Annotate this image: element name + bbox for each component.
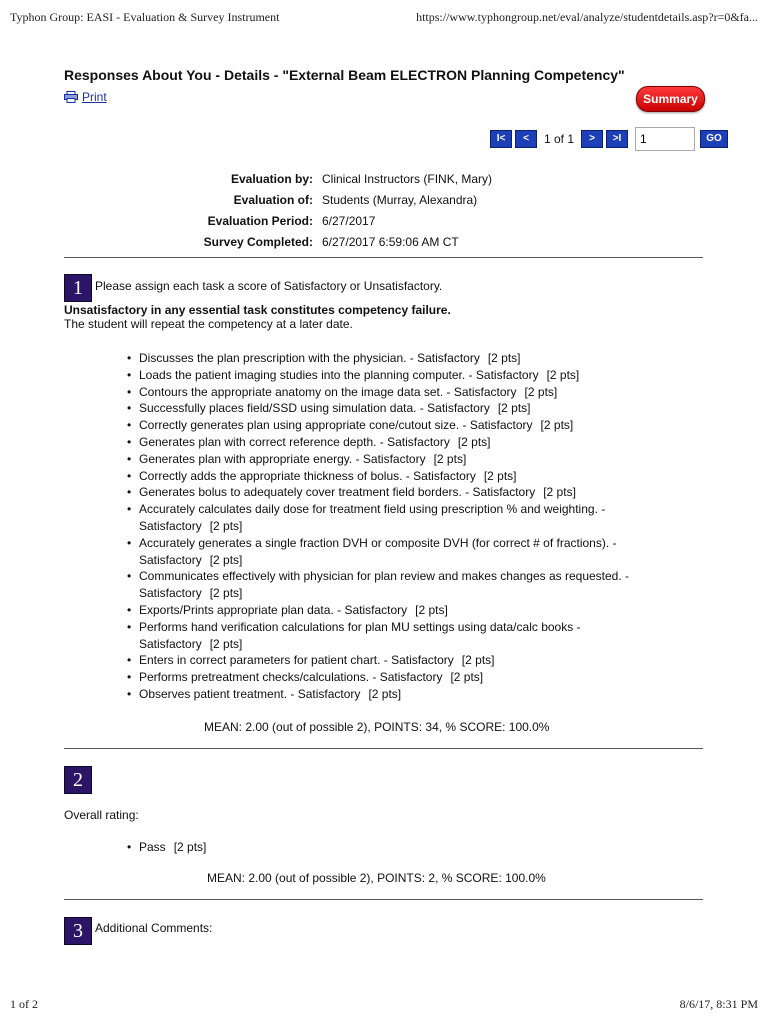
page-url: https://www.typhongroup.net/eval/analyze/studentdetails.asp?r=0&fa... <box>416 10 758 24</box>
print-header <box>10 10 758 25</box>
page-status: 1 of 1 <box>544 132 575 146</box>
task-points: [2 pts] <box>487 351 521 365</box>
task-text: Contours the appropriate anatomy on the image data set. - Satisfactory <box>139 384 517 399</box>
next-page-button[interactable]: > <box>581 130 603 148</box>
prev-page-button[interactable]: < <box>515 130 537 148</box>
task-text: Discusses the plan prescription with the physician. - Satisfactory <box>139 351 480 365</box>
list-item <box>139 468 659 485</box>
question-number-badge: 2 <box>64 766 92 794</box>
task-text: Loads the patient imaging studies into the planning computer. - Satisfactory <box>139 367 539 382</box>
question-text: Overall rating: <box>64 808 139 822</box>
site-title: Typhon Group: EASI - Evaluation & Survey Instrument <box>10 10 280 24</box>
task-text: Generates bolus to adequately cover treatment field borders. - Satisfactory <box>139 485 536 500</box>
question-number-badge: 3 <box>64 917 92 945</box>
task-text: Accurately calculates daily dose for treatment field using prescription % and weighting. - Satisfactory <box>139 502 606 533</box>
competency-warning <box>64 303 451 331</box>
rating-points: [2 pts] <box>173 840 207 854</box>
page-counter: 1 of 2 <box>10 997 38 1011</box>
question-text: Please assign each task a score of Satisfactory or Unsatisfactory. <box>95 279 443 293</box>
list-item <box>139 417 659 434</box>
task-text: Performs pretreatment checks/calculations. - Satisfactory <box>139 670 443 685</box>
go-button[interactable]: GO <box>700 130 728 148</box>
task-text: Correctly generates plan using appropriate cone/cutout size. - Satisfactory <box>139 418 533 433</box>
meta-key: Survey Completed: <box>203 234 313 249</box>
question-number-badge: 1 <box>64 274 92 302</box>
task-points: [2 pts] <box>543 485 576 500</box>
task-text: Accurately generates a single fraction DVH or composite DVH (for correct # of fractions). - Satisfactory <box>139 535 617 567</box>
task-points: [2 pts] <box>415 602 448 617</box>
task-points: [2 pts] <box>209 586 243 601</box>
meta-value: Students (Murray, Alexandra) <box>322 192 478 207</box>
summary-button[interactable]: Summary <box>636 86 705 112</box>
page-title: Responses About You - Details - "External Beam ELECTRON Planning Competency" <box>64 67 625 83</box>
task-points: [2 pts] <box>546 367 580 382</box>
list-item <box>139 535 659 569</box>
print-link[interactable] <box>64 90 107 104</box>
list-item <box>139 384 659 401</box>
section-divider <box>64 257 703 258</box>
meta-value: Clinical Instructors (FINK, Mary) <box>322 171 493 186</box>
task-points: [2 pts] <box>457 434 491 449</box>
list-item <box>139 400 659 417</box>
list-item <box>139 568 659 602</box>
list-item <box>139 501 659 535</box>
task-text: Exports/Prints appropriate plan data. - Satisfactory <box>139 602 408 617</box>
meta-key: Evaluation Period: <box>207 213 313 228</box>
warning-bold: Unsatisfactory in any essential task constitutes competency failure. <box>64 303 451 317</box>
meta-row <box>150 231 492 252</box>
list-item <box>139 652 659 669</box>
meta-key: Evaluation by: <box>230 171 313 186</box>
list-item <box>139 686 659 703</box>
task-text: Performs hand verification calculations for plan MU settings using data/calc books - Satisfactory <box>139 619 581 651</box>
first-page-button[interactable]: I< <box>490 130 512 148</box>
list-item <box>139 839 659 856</box>
meta-key: Evaluation of: <box>233 192 313 207</box>
question-text: Additional Comments: <box>95 921 213 935</box>
list-item <box>139 434 659 451</box>
q1-mean-score: MEAN: 2.00 (out of possible 2), POINTS: 34, % SCORE: 100.0% <box>204 720 550 734</box>
task-points: [2 pts] <box>368 686 402 701</box>
rating-list <box>139 839 659 856</box>
task-text: Communicates effectively with physician for plan review and makes changes as requested. - Satisfactory <box>139 569 630 601</box>
meta-value: 6/27/2017 6:59:06 AM CT <box>322 234 459 249</box>
task-points: [2 pts] <box>209 636 243 651</box>
task-text: Generates plan with correct reference depth. - Satisfactory <box>139 434 450 449</box>
task-points: [2 pts] <box>497 401 531 416</box>
section-divider <box>64 899 703 900</box>
task-text: Enters in correct parameters for patient chart. - Satisfactory <box>139 653 454 668</box>
list-item <box>139 619 659 653</box>
task-points: [2 pts] <box>450 670 484 685</box>
print-label: Print <box>82 90 107 104</box>
meta-row <box>150 189 492 210</box>
task-points: [2 pts] <box>540 418 574 433</box>
task-points: [2 pts] <box>461 653 495 668</box>
list-item <box>139 350 659 367</box>
meta-value: 6/27/2017 <box>322 213 376 228</box>
list-item <box>139 602 659 619</box>
pager <box>490 127 728 151</box>
evaluation-meta <box>150 168 492 252</box>
list-item <box>139 451 659 468</box>
rating-text: Pass <box>139 840 166 854</box>
task-points: [2 pts] <box>483 468 517 483</box>
page-number-input[interactable] <box>635 127 695 151</box>
q2-mean-score: MEAN: 2.00 (out of possible 2), POINTS: 2, % SCORE: 100.0% <box>207 871 546 885</box>
last-page-button[interactable]: >I <box>606 130 628 148</box>
warning-text: The student will repeat the competency at a later date. <box>64 317 353 331</box>
task-points: [2 pts] <box>209 552 243 567</box>
task-points: [2 pts] <box>209 518 243 533</box>
task-points: [2 pts] <box>524 384 558 399</box>
section-divider <box>64 748 703 749</box>
task-text: Observes patient treatment. - Satisfactory <box>139 686 361 701</box>
print-datetime: 8/6/17, 8:31 PM <box>679 997 758 1011</box>
task-points: [2 pts] <box>433 451 467 466</box>
meta-row <box>150 168 492 189</box>
task-text: Correctly adds the appropriate thickness of bolus. - Satisfactory <box>139 468 476 483</box>
list-item <box>139 484 659 501</box>
task-text: Successfully places field/SSD using simulation data. - Satisfactory <box>139 401 490 416</box>
list-item <box>139 367 659 384</box>
printer-icon <box>64 91 78 103</box>
task-list <box>139 350 659 703</box>
print-footer <box>10 997 758 1012</box>
meta-row <box>150 210 492 231</box>
list-item <box>139 669 659 686</box>
task-text: Generates plan with appropriate energy. - Satisfactory <box>139 451 426 466</box>
